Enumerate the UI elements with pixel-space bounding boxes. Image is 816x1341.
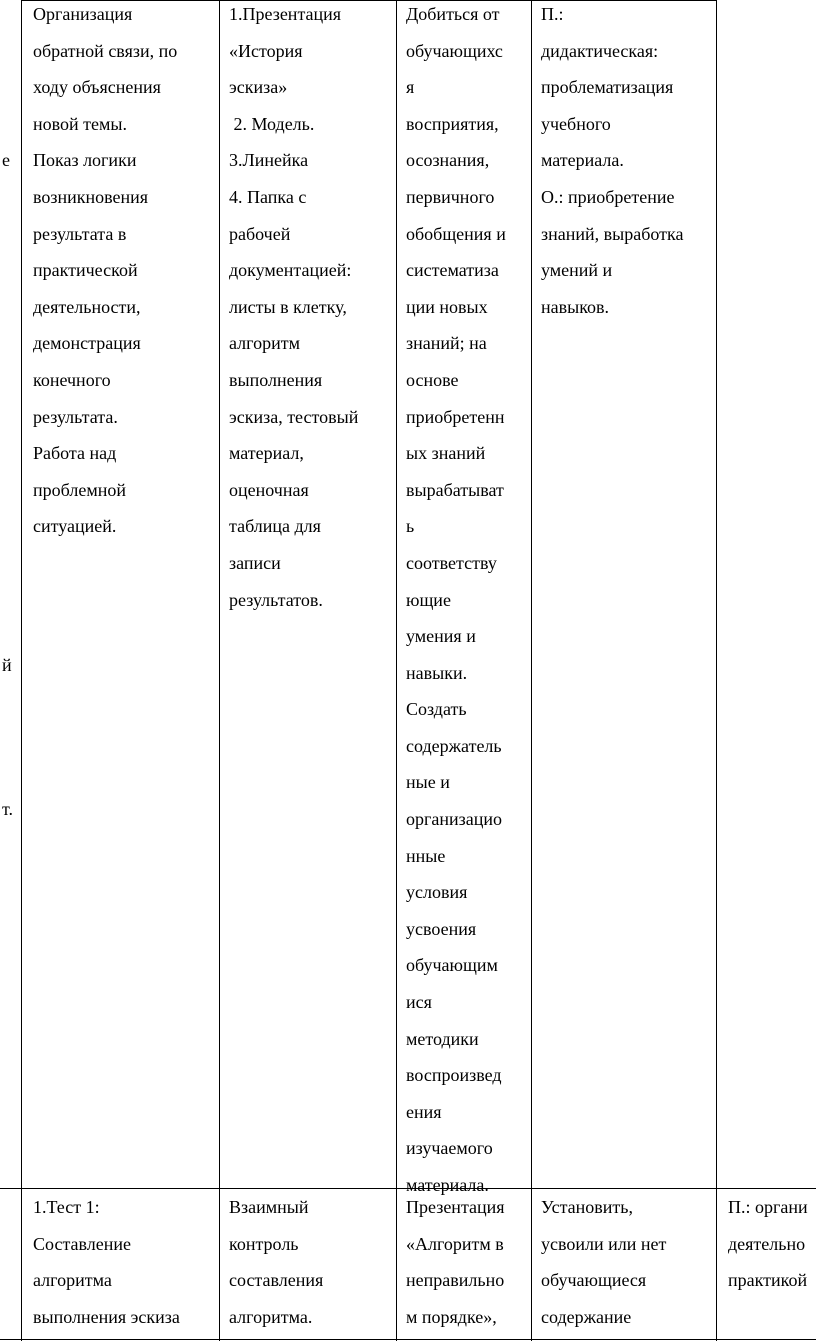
cell-line: дидактическая: bbox=[541, 40, 659, 61]
cell-line: алгоритма. bbox=[229, 1306, 313, 1327]
cell-line: ющие bbox=[406, 589, 451, 610]
cell-line: Работа над bbox=[33, 443, 117, 464]
cell-line: Организация bbox=[33, 4, 133, 24]
cell-line: результатов. bbox=[229, 589, 323, 610]
cell-line: ых знаний bbox=[406, 443, 486, 464]
cell-line: П.: органи bbox=[728, 1197, 808, 1217]
cell-line: ь bbox=[406, 516, 415, 537]
cell-line: документацией: bbox=[229, 260, 352, 281]
cell-line: знаний; на bbox=[406, 333, 487, 354]
row2-resources-cell bbox=[229, 1189, 323, 1335]
cell-line: нные bbox=[406, 845, 446, 866]
cell-line: навыки. bbox=[406, 662, 468, 683]
cell-line: содержатель bbox=[406, 735, 502, 756]
cell-line: записи bbox=[229, 552, 281, 573]
cell-line: П.: bbox=[541, 4, 564, 24]
cell-line: Взаимный bbox=[229, 1197, 309, 1217]
cell-line: восприятия, bbox=[406, 113, 499, 134]
cell-line: учебного bbox=[541, 113, 611, 134]
row2-extra-cell bbox=[728, 1189, 808, 1299]
cell-line: выполнения эскиза bbox=[33, 1306, 180, 1327]
cell-line: обучающихс bbox=[406, 40, 503, 61]
cell-line: осознания, bbox=[406, 150, 490, 171]
cell-line: проблематизация bbox=[541, 77, 674, 98]
table-border-col4 bbox=[531, 0, 532, 1341]
cell-line: обобщения и bbox=[406, 223, 506, 244]
cell-line: соответству bbox=[406, 552, 497, 573]
cell-line: О.: приобретение bbox=[541, 186, 675, 207]
cell-line: обратной связи, по bbox=[33, 40, 178, 61]
row1-goal-cell bbox=[406, 0, 506, 1204]
left-column-fragment: т. bbox=[2, 799, 14, 819]
cell-line: проблемной bbox=[33, 479, 126, 500]
cell-line: усвоили или нет bbox=[541, 1233, 667, 1254]
cell-line: организацио bbox=[406, 809, 503, 830]
table-border-col2 bbox=[219, 0, 220, 1341]
cell-line: ные и bbox=[406, 772, 450, 793]
cell-line: м порядке», bbox=[406, 1306, 497, 1327]
row2-activity-cell bbox=[33, 1189, 180, 1335]
cell-line: систематиза bbox=[406, 260, 499, 281]
cell-line: методики bbox=[406, 1028, 479, 1049]
cell-line: результата в bbox=[33, 223, 127, 244]
cell-line: Создать bbox=[406, 699, 467, 720]
cell-line: практикой bbox=[728, 1270, 808, 1291]
cell-line: материала. bbox=[406, 1175, 489, 1195]
cell-line: умений и bbox=[541, 260, 613, 281]
cell-line: алгоритм bbox=[229, 333, 300, 354]
cell-line: ися bbox=[406, 992, 432, 1013]
cell-line: таблица для bbox=[229, 516, 321, 537]
row1-activity-cell bbox=[33, 0, 177, 545]
cell-line: изучаемого bbox=[406, 1138, 493, 1159]
cell-line: новой темы. bbox=[33, 113, 127, 134]
cell-line: демонстрация bbox=[33, 333, 141, 354]
cell-line: алгоритма bbox=[33, 1270, 112, 1291]
cell-line: «Алгоритм в bbox=[406, 1233, 504, 1254]
cell-line: контроль bbox=[229, 1233, 299, 1254]
cell-line: 4. Папка с bbox=[229, 186, 307, 207]
cell-line: обучающиеся bbox=[541, 1270, 647, 1291]
table-border-bottom bbox=[0, 1339, 816, 1340]
cell-line: навыков. bbox=[541, 296, 610, 317]
cell-line: материала. bbox=[541, 150, 624, 171]
cell-line: 2. Модель. bbox=[229, 113, 315, 134]
cell-line: Презентация bbox=[406, 1197, 505, 1217]
cell-line: условия bbox=[406, 882, 468, 903]
cell-line: ения bbox=[406, 1101, 442, 1122]
cell-line: Установить, bbox=[541, 1197, 633, 1217]
cell-line: 1.Тест 1: bbox=[33, 1197, 100, 1217]
cell-line: 3.Линейка bbox=[229, 150, 309, 171]
cell-line: воспроизвед bbox=[406, 1065, 502, 1086]
cell-line: ходу объяснения bbox=[33, 77, 161, 98]
cell-line: выполнения bbox=[229, 369, 323, 390]
cell-line: обучающим bbox=[406, 955, 498, 976]
left-column-fragment: й bbox=[2, 655, 12, 675]
left-column-fragment: е bbox=[2, 150, 10, 170]
table-border-col5 bbox=[716, 0, 717, 1341]
cell-line: основе bbox=[406, 369, 459, 390]
cell-line: я bbox=[406, 77, 415, 98]
cell-line: 1.Презентация bbox=[229, 4, 342, 24]
table-border-col3 bbox=[396, 0, 397, 1341]
cell-line: Добиться от bbox=[406, 4, 500, 24]
cell-line: результата. bbox=[33, 406, 118, 427]
table-border-col6-row2 bbox=[716, 1188, 717, 1341]
cell-line: умения и bbox=[406, 626, 476, 647]
cell-line: листы в клетку, bbox=[229, 296, 347, 317]
cell-line: составления bbox=[229, 1270, 324, 1291]
cell-line: знаний, выработка bbox=[541, 223, 684, 244]
row2-result-cell bbox=[541, 1189, 666, 1335]
table-border-left bbox=[21, 0, 22, 1341]
cell-line: неправильно bbox=[406, 1270, 505, 1291]
cell-line: ситуацией. bbox=[33, 516, 117, 537]
cell-line: приобретенн bbox=[406, 406, 505, 427]
cell-line: Показ логики bbox=[33, 150, 137, 171]
cell-line: содержание bbox=[541, 1306, 632, 1327]
cell-line: ции новых bbox=[406, 296, 488, 317]
cell-line: рабочей bbox=[229, 223, 291, 244]
cell-line: практической bbox=[33, 260, 138, 281]
row1-resources-cell bbox=[229, 0, 358, 618]
row2-goal-cell bbox=[406, 1189, 505, 1335]
cell-line: конечного bbox=[33, 369, 111, 390]
row1-result-cell bbox=[541, 0, 683, 325]
cell-line: оценочная bbox=[229, 479, 309, 500]
cell-line: вырабатыват bbox=[406, 479, 504, 500]
cell-line: эскиза» bbox=[229, 77, 288, 98]
cell-line: эскиза, тестовый bbox=[229, 406, 359, 427]
cell-line: материал, bbox=[229, 443, 304, 464]
cell-line: «История bbox=[229, 40, 303, 61]
cell-line: первичного bbox=[406, 186, 495, 207]
cell-line: возникновения bbox=[33, 186, 149, 207]
cell-line: Составление bbox=[33, 1233, 132, 1254]
cell-line: усвоения bbox=[406, 918, 477, 939]
cell-line: деятельно bbox=[728, 1233, 806, 1254]
cell-line: деятельности, bbox=[33, 296, 141, 317]
